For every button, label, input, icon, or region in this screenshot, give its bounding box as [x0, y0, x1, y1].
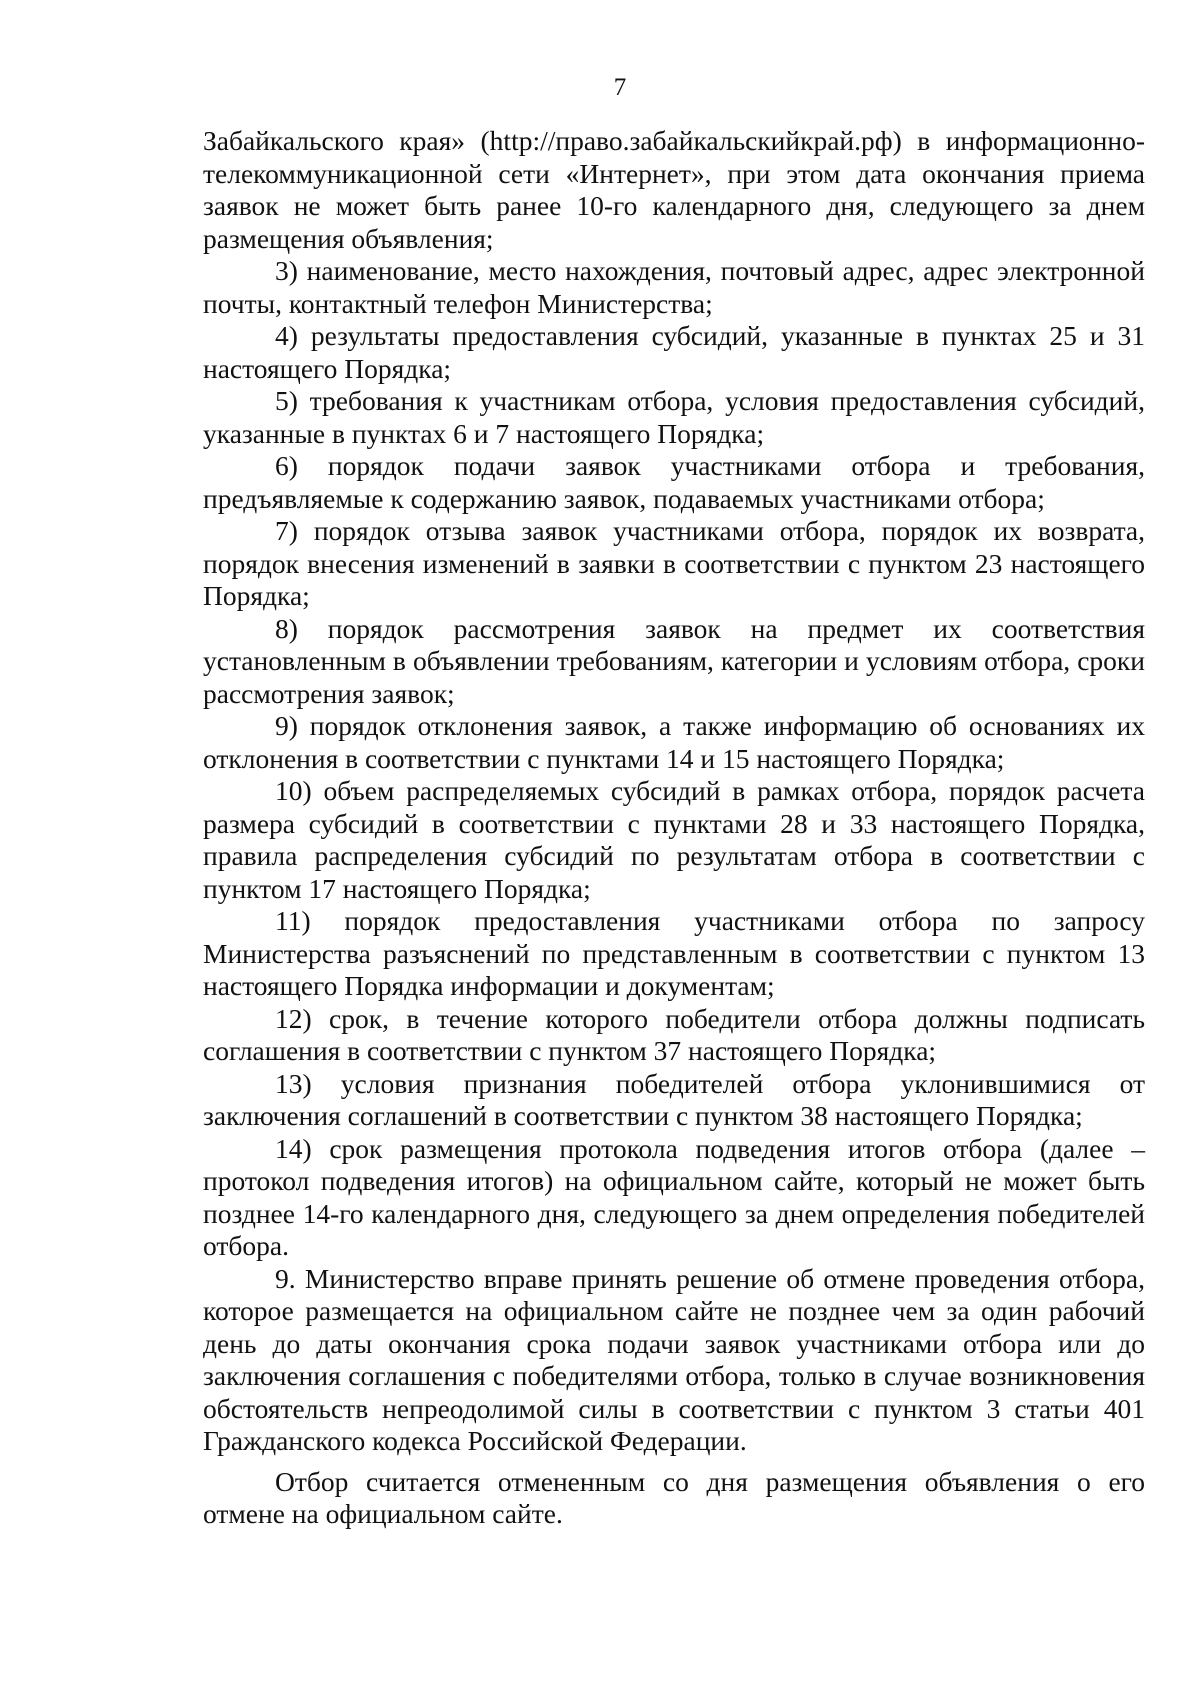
list-item-12: 12) срок, в течение которого победители отбора должны подписать соглашения в соответствии с пунктом 37 настоящего Порядка;	[203, 1002, 1145, 1066]
list-item-3: 3) наименование, место нахождения, почтовый адрес, адрес электронной почты, контактный телефон Министерства;	[203, 255, 1145, 319]
paragraph-continuation: Забайкальского края» (http://право.забайкальскийкрай.рф) в информационно-телекоммуникационной сети «Интернет», при этом дата окончания приема заявок не может быть ранее 10-го календарного дня, следующего за днем размещения объявления;	[203, 125, 1145, 254]
document-body	[203, 125, 1145, 1531]
closing-paragraph: Отбор считается отмененным со дня размещения объявления о его отмене на официальном сайте.	[203, 1465, 1145, 1529]
list-item-8: 8) порядок рассмотрения заявок на предмет их соответствия установленным в объявлении требованиям, категории и условиям отбора, сроки рассмотрения заявок;	[203, 612, 1145, 709]
page-number: 7	[613, 74, 627, 101]
list-item-9: 9) порядок отклонения заявок, а также информацию об основаниях их отклонения в соответствии с пунктами 14 и 15 настоящего Порядка;	[203, 710, 1145, 774]
list-item-7: 7) порядок отзыва заявок участниками отбора, порядок их возврата, порядок внесения изменений в заявки в соответствии с пунктом 23 настоящего Порядка;	[203, 515, 1145, 611]
clause-9: 9. Министерство вправе принять решение об отмене проведения отбора, которое размещается на официальном сайте не позднее чем за один рабочий день до даты окончания срока подачи заявок участниками отбора или до заключения соглашения с победителями отбора, только в случае возникновения обстоятельств непреодолимой силы в соответствии с пунктом 3 статьи 401 Гражданского кодекса Российской Федерации.	[203, 1262, 1145, 1456]
list-item-10: 10) объем распределяемых субсидий в рамках отбора, порядок расчета размера субсидий в соответствии с пунктами 28 и 33 настоящего Порядка, правила распределения субсидий по результатам отбора в соответствии с пунктом 17 настоящего Порядка;	[203, 775, 1145, 904]
list-item-14: 14) срок размещения протокола подведения итогов отбора (далее – протокол подведения итогов) на официальном сайте, который не может быть позднее 14-го календарного дня, следующего за днем определения победителей отбора.	[203, 1132, 1145, 1261]
list-item-4: 4) результаты предоставления субсидий, указанные в пунктах 25 и 31 настоящего Порядка;	[203, 320, 1145, 384]
list-item-13: 13) условия признания победителей отбора уклонившимися от заключения соглашений в соответствии с пунктом 38 настоящего Порядка;	[203, 1067, 1145, 1131]
list-item-6: 6) порядок подачи заявок участниками отбора и требования, предъявляемые к содержанию заявок, подаваемых участниками отбора;	[203, 450, 1145, 514]
list-item-11: 11) порядок предоставления участниками отбора по запросу Министерства разъяснений по представленным в соответствии с пунктом 13 настоящего Порядка информации и документам;	[203, 905, 1145, 1001]
list-item-5: 5) требования к участникам отбора, условия предоставления субсидий, указанные в пунктах 6 и 7 настоящего Порядка;	[203, 385, 1145, 449]
